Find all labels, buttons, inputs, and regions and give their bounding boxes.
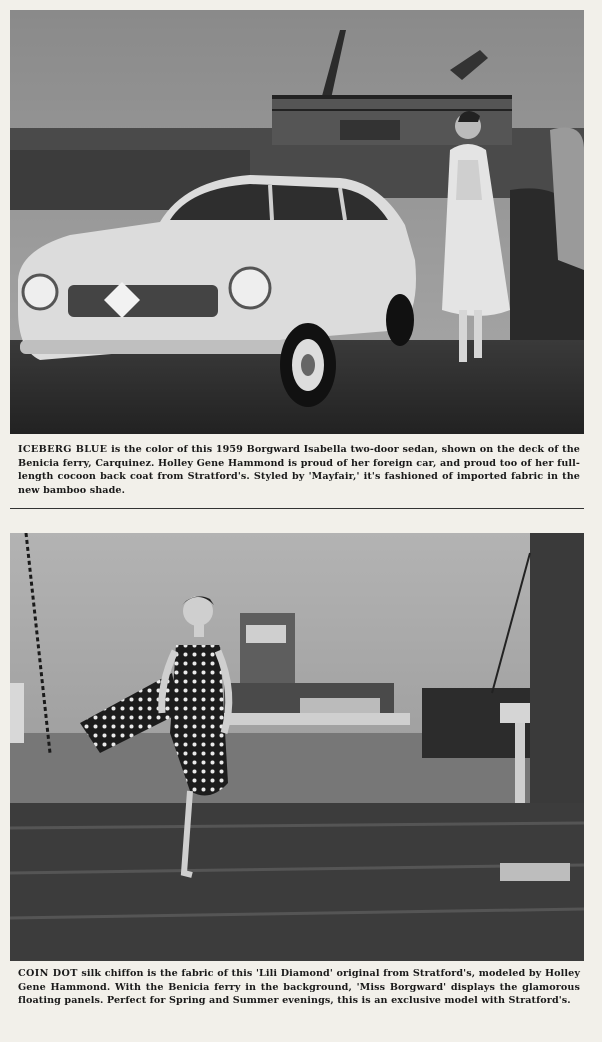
caption-iceberg-blue <box>18 443 580 497</box>
caption-text: is the color of this 1959 Borgward Isabella two-door sedan, shown on the deck of the Benicia ferry, Carquinez. Holley Gene Hammond is proud of her foreign car, and proud too of her full-length cocoon back coat from Stratford's. Styled by 'Mayfair,' it's fashioned of imported fabric in the new bamboo shade. <box>18 444 580 496</box>
photo-car-on-ferry <box>10 10 584 434</box>
caption-text: silk chiffon is the fabric of this 'Lili Diamond' original from Stratford's, modeled by Holley Gene Hammond. With the Benicia ferry in the background, 'Miss Borgward' displays the glamorous floating panels. Perfect for Spring and Summer evenings, this is an exclusive model with Stratford's. <box>18 968 580 1006</box>
caption-lead: COIN DOT <box>18 968 78 979</box>
caption-coin-dot <box>18 967 580 1008</box>
section-divider <box>10 508 584 509</box>
caption-lead: ICEBERG BLUE <box>18 444 108 455</box>
photo-coin-dot-dress <box>10 533 584 961</box>
